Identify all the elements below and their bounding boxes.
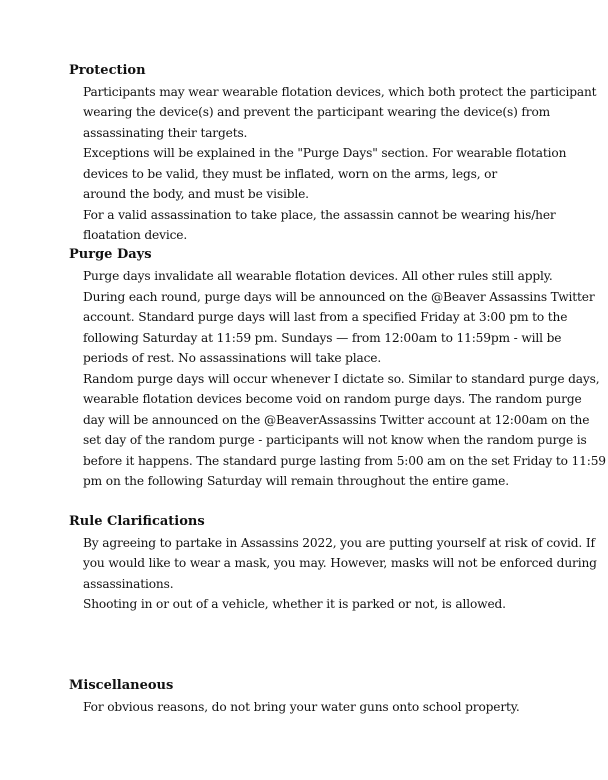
paragraph-line: Participants may wear wearable flotation devices, which both protect the participant [83, 85, 597, 99]
section-heading-protection: Protection [69, 63, 146, 78]
paragraph-line: Random purge days will occur whenever I dictate so. Similar to standard purge days, [83, 372, 600, 386]
paragraph-line: around the body, and must be visible. [83, 187, 309, 201]
paragraph-line: wearing the device(s) and prevent the participant wearing the device(s) from [83, 105, 551, 119]
section-heading-rule-clarifications: Rule Clarifications [69, 514, 205, 529]
paragraph-line: Shooting in or out of a vehicle, whether it is parked or not, is allowed. [83, 597, 506, 611]
paragraph-line: assassinations. [83, 577, 174, 591]
paragraph-line: Exceptions will be explained in the "Purge Days" section. For wearable flotation [83, 146, 567, 160]
paragraph-line: assassinating their targets. [83, 126, 248, 140]
paragraph-line: floatation device. [83, 228, 188, 242]
section-heading-miscellaneous: Miscellaneous [69, 678, 174, 693]
paragraph-line: During each round, purge days will be announced on the @Beaver Assassins Twitter [83, 290, 595, 304]
paragraph-line: before it happens. The standard purge lasting from 5:00 am on the set Friday to 11:59 [83, 454, 606, 468]
paragraph-line: set day of the random purge - participants will not know when the random purge is [83, 433, 587, 447]
paragraph-line: For obvious reasons, do not bring your water guns onto school property. [83, 700, 520, 714]
paragraph-line: day will be announced on the @BeaverAssassins Twitter account at 12:00am on the [83, 413, 590, 427]
paragraph-line: periods of rest. No assassinations will take place. [83, 351, 382, 365]
paragraph-line: For a valid assassination to take place, the assassin cannot be wearing his/her [83, 208, 556, 222]
paragraph-line: account. Standard purge days will last from a specified Friday at 3:00 pm to the [83, 310, 568, 324]
paragraph-line: devices to be valid, they must be inflated, worn on the arms, legs, or [83, 167, 498, 181]
paragraph-line: you would like to wear a mask, you may. However, masks will not be enforced during [83, 556, 597, 570]
paragraph-line: By agreeing to partake in Assassins 2022, you are putting yourself at risk of covid. If [83, 536, 595, 550]
paragraph-line: following Saturday at 11:59 pm. Sundays — from 12:00am to 11:59pm - will be [83, 331, 562, 345]
paragraph-line: pm on the following Saturday will remain throughout the entire game. [83, 474, 509, 488]
section-heading-purge-days: Purge Days [69, 247, 152, 262]
paragraph-line: Purge days invalidate all wearable flotation devices. All other rules still apply. [83, 269, 553, 283]
paragraph-line: wearable flotation devices become void on random purge days. The random purge [83, 392, 582, 406]
